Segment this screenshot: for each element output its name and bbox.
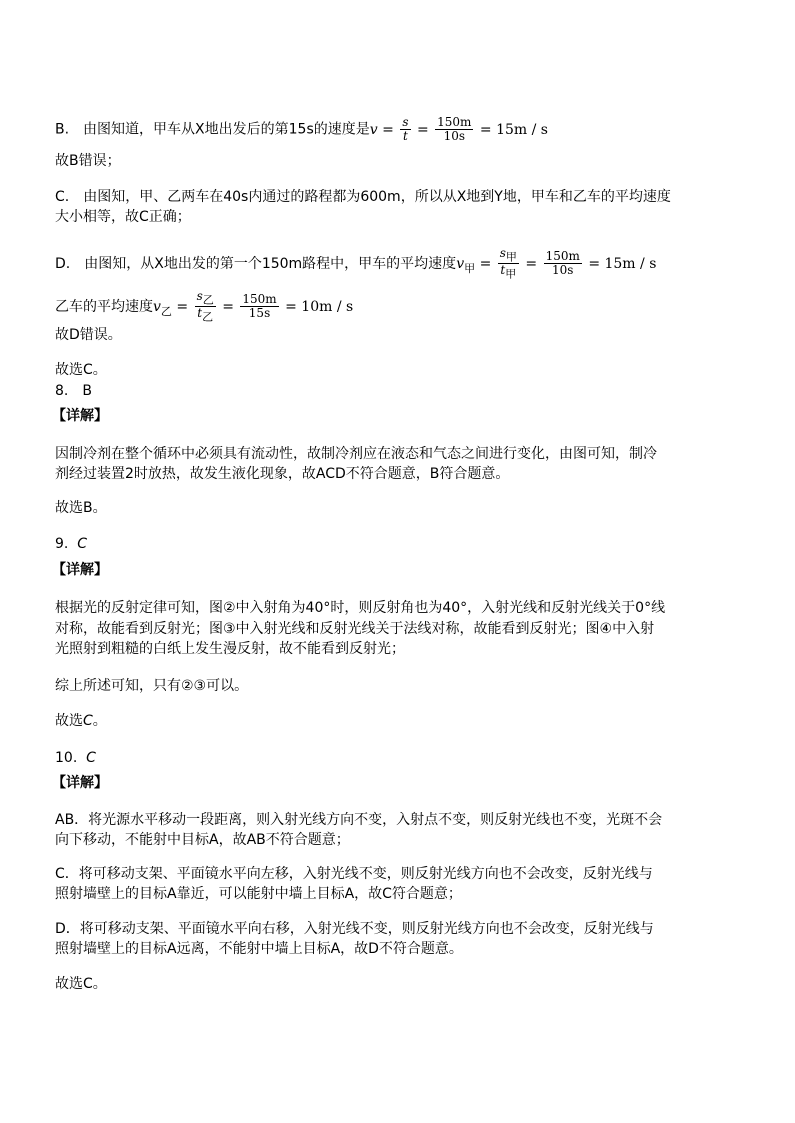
formula-result: = 15m / s [479, 121, 548, 138]
formula-result: = 10m / s [285, 298, 354, 315]
q9-summary: 综上所述可知，只有②③可以。 [55, 678, 249, 694]
q7-answer: 故选C。 [55, 362, 107, 378]
q9-line1: 根据光的反射定律可知，图②中入射角为40°时，则反射角也为40°，入射光线和反射光线关于0°线 [55, 600, 666, 616]
fraction-denominator: t [197, 306, 203, 321]
q10-ab-line2: 向下移动，不能射中目标A，故AB不符合题意； [55, 832, 350, 848]
formula-v: v [153, 298, 161, 315]
q10-answer: 故选C。 [55, 976, 107, 992]
q10-d-line1: D．将可移动支架、平面镜水平向右移，入射光线不变，则反射光线方向也不会改变，反射光线与 [55, 921, 654, 937]
formula-eq: = [479, 255, 492, 272]
q10-number-text: 10. [55, 750, 78, 766]
q7-option-b-conclusion: 故B错误； [55, 153, 121, 169]
fraction-numerator: s [499, 246, 506, 260]
fraction-numerator: 150m [437, 115, 472, 129]
fraction-values [240, 293, 278, 320]
q10-c-line2: 照射墙壁上的目标A靠近，可以能射中墙上目标A，故C符合题意； [55, 886, 462, 902]
q9-line3: 光照射到粗糙的白纸上发生漫反射，故不能看到反射光； [55, 641, 405, 657]
q7-option-c-line2: 大小相等，故C正确； [55, 209, 191, 225]
q7-option-b [55, 116, 548, 143]
formula-eq: = [176, 298, 189, 315]
fraction-values [435, 116, 473, 143]
q8-detail-label: 【详解】 [52, 408, 108, 424]
fraction-denominator: t [500, 263, 506, 278]
q10-c-line1: C．将可移动支架、平面镜水平向左移，入射光线不变，则反射光线方向也不会改变，反射光线与 [55, 866, 653, 882]
fraction-numerator: 150m [545, 249, 580, 264]
q10-ab-line1: AB．将光源水平移动一段距离，则入射光线方向不变，入射点不变，则反射光线也不变，光斑不会 [55, 812, 663, 828]
q8-number: 8. B [55, 383, 92, 399]
fraction-s-t [400, 116, 410, 143]
formula-v: v [369, 121, 378, 138]
formula-subscript: 甲 [505, 267, 517, 281]
q9-answer [55, 711, 107, 731]
fraction-denominator: t [403, 129, 408, 143]
q9-line2: 对称，故能看到反射光；图③中入射光线和反射光线关于法线对称，故能看到反射光；图④中入射 [55, 621, 655, 637]
q10-answer-letter: C [86, 750, 96, 766]
q7-option-b-text: B. 由图知道，甲车从X地出发后的第15s的速度是 [55, 121, 370, 138]
formula-eq: = [416, 121, 429, 138]
q9-answer-letter: C [77, 536, 88, 552]
formula-subscript: 乙 [160, 304, 172, 318]
q9-number-text: 9. [55, 536, 69, 552]
fraction-denominator: 15s [248, 306, 271, 321]
q8-line1: 因制冷剂在整个循环中必须具有流动性，故制冷剂应在液态和气态之间进行变化，由图可知，制冷 [55, 446, 657, 462]
q7-option-c-line1: C. 由图知，甲、乙两车在40s内通过的路程都为600m，所以从X地到Y地，甲车和乙车的平均速度 [55, 189, 671, 205]
fraction-s-t [498, 247, 519, 281]
formula-subscript: 乙 [202, 310, 214, 324]
fraction-numerator: s [196, 289, 203, 303]
fraction-denominator: 10s [551, 263, 574, 278]
q10-number [55, 748, 96, 768]
fraction-s-t [195, 290, 216, 324]
formula-eq: = [525, 255, 538, 272]
fraction-denominator: 10s [443, 129, 465, 143]
formula-eq: = [222, 298, 234, 315]
q10-d-line2: 照射墙壁上的目标A远离，不能射中墙上目标A，故D不符合题意。 [55, 941, 463, 957]
q9-number [55, 534, 87, 554]
q7-yi-text: 乙车的平均速度 [55, 298, 153, 315]
q7-option-d-formula [456, 246, 657, 281]
q8-line2: 剂经过装置2时放热，故发生液化现象，故ACD不符合题意，B符合题意。 [55, 466, 510, 482]
formula-subscript: 甲 [464, 261, 476, 275]
formula-result: = 15m / s [588, 255, 657, 272]
q9-answer-letter: C [83, 713, 93, 729]
fraction-numerator: s [402, 115, 409, 129]
formula-eq: = [382, 121, 394, 138]
q7-yi-formula [153, 289, 354, 324]
q7-option-b-formula [369, 115, 548, 143]
q8-answer: 故选B。 [55, 500, 107, 516]
q10-detail-label: 【详解】 [52, 775, 108, 791]
fraction-numerator: 150m [242, 292, 277, 307]
formula-v: v [456, 255, 465, 272]
q7-option-d-text: D. 由图知，从X地出发的第一个150m路程中，甲车的平均速度 [55, 255, 457, 272]
q7-option-d [55, 247, 656, 281]
q7-option-d-yi [55, 290, 353, 324]
q9-answer-suffix: 。 [92, 713, 107, 729]
fraction-values [544, 250, 582, 277]
q9-answer-prefix: 故选 [55, 713, 83, 729]
formula-subscript: 乙 [202, 293, 214, 307]
q9-detail-label: 【详解】 [52, 562, 108, 578]
formula-subscript: 甲 [505, 250, 517, 264]
q7-option-d-conclusion: 故D错误。 [55, 327, 122, 343]
